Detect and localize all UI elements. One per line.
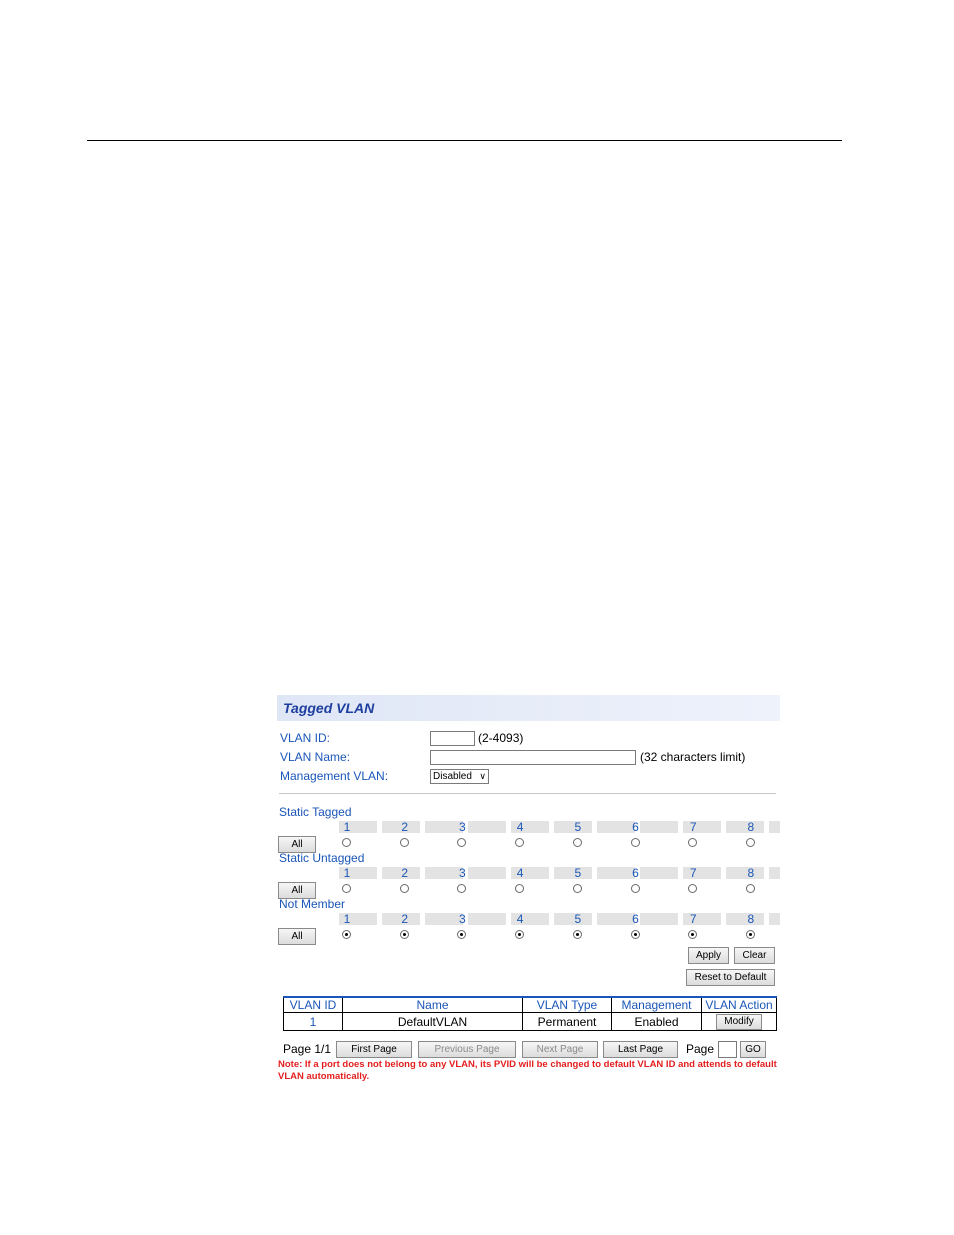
next-page-button[interactable]: Next Page [522, 1041, 598, 1058]
port-radio[interactable] [688, 884, 697, 893]
port-number: 1 [343, 912, 351, 926]
port-number: 3 [459, 820, 466, 834]
col-vlan-action: VLAN Action [702, 997, 777, 1013]
port-radio[interactable] [457, 930, 466, 939]
port-number: 2 [401, 820, 409, 834]
section-label: Not Member [279, 897, 346, 911]
vlan-id-hint: (2-4093) [478, 731, 524, 745]
port-radio[interactable] [515, 930, 524, 939]
port-number: 2 [401, 866, 409, 880]
page-jump-input[interactable] [718, 1041, 737, 1058]
vlan-name-label: VLAN Name: [280, 750, 351, 764]
port-radio[interactable] [746, 930, 755, 939]
port-radio[interactable] [631, 838, 640, 847]
row-vlan-id[interactable]: 1 [284, 1013, 343, 1031]
row-management: Enabled [612, 1013, 702, 1031]
port-number: 8 [747, 820, 755, 834]
port-number: 7 [689, 866, 697, 880]
port-radio[interactable] [400, 838, 409, 847]
port-radio[interactable] [400, 930, 409, 939]
section-label: Static Untagged [279, 851, 365, 865]
previous-page-button[interactable]: Previous Page [418, 1041, 516, 1058]
port-radio[interactable] [400, 884, 409, 893]
port-radio[interactable] [746, 838, 755, 847]
port-number: 5 [574, 820, 582, 834]
vlan-table-header-row [284, 997, 777, 1013]
form-divider [279, 793, 776, 794]
col-vlan-type: VLAN Type [523, 997, 612, 1013]
vlan-id-input[interactable] [430, 731, 475, 746]
clear-button[interactable]: Clear [734, 947, 775, 964]
port-number: 6 [632, 866, 639, 880]
first-page-button[interactable]: First Page [336, 1041, 412, 1058]
port-radio[interactable] [342, 884, 351, 893]
management-vlan-select[interactable] [430, 769, 489, 784]
vlan-name-input[interactable] [430, 750, 636, 765]
port-number: 5 [574, 866, 582, 880]
select-all-button[interactable]: All [278, 928, 316, 945]
port-radio[interactable] [457, 838, 466, 847]
port-radio[interactable] [515, 838, 524, 847]
col-vlan-id: VLAN ID [284, 997, 343, 1013]
pvid-note: Note: If a port does not belong to any VLAN, its PVID will be changed to default VLAN ID and attends to default VLAN automatically. [278, 1059, 777, 1082]
last-page-button[interactable]: Last Page [603, 1041, 678, 1058]
port-radio[interactable] [573, 884, 582, 893]
port-number: 8 [747, 866, 755, 880]
port-radio[interactable] [342, 838, 351, 847]
port-number: 1 [343, 866, 351, 880]
vlan-table [283, 996, 777, 1031]
row-vlan-type: Permanent [523, 1013, 612, 1031]
modify-button[interactable]: Modify [716, 1014, 762, 1030]
port-radio[interactable] [688, 838, 697, 847]
port-number: 5 [574, 912, 582, 926]
tagged-vlan-panel [277, 693, 780, 1093]
reset-to-default-button[interactable]: Reset to Default [686, 969, 775, 986]
port-radio[interactable] [573, 838, 582, 847]
panel-title: Tagged VLAN [277, 695, 780, 721]
chevron-down-icon: ∨ [479, 771, 486, 781]
port-radio[interactable] [342, 930, 351, 939]
page-status: Page 1/1 [283, 1042, 332, 1056]
port-number: 8 [747, 912, 755, 926]
port-radio[interactable] [631, 930, 640, 939]
port-number: 7 [689, 820, 697, 834]
port-radio[interactable] [515, 884, 524, 893]
port-radio[interactable] [573, 930, 582, 939]
management-vlan-label: Management VLAN: [280, 769, 389, 783]
port-number: 4 [516, 866, 524, 880]
select-all-button[interactable]: All [278, 882, 316, 899]
port-number: 2 [401, 912, 409, 926]
port-number: 6 [632, 820, 639, 834]
port-number: 4 [516, 912, 524, 926]
page-jump-label: Page [686, 1042, 715, 1056]
port-number: 4 [516, 820, 524, 834]
port-number: 3 [459, 912, 466, 926]
col-management: Management [612, 997, 702, 1013]
port-number: 1 [343, 820, 351, 834]
port-radio[interactable] [457, 884, 466, 893]
port-radio[interactable] [746, 884, 755, 893]
apply-button[interactable]: Apply [688, 947, 729, 964]
table-row [284, 1013, 777, 1031]
col-name: Name [343, 997, 523, 1013]
port-radio[interactable] [631, 884, 640, 893]
row-action-cell [702, 1013, 777, 1031]
port-number: 3 [459, 866, 466, 880]
section-label: Static Tagged [279, 805, 352, 819]
port-number: 6 [632, 912, 639, 926]
row-name: DefaultVLAN [343, 1013, 523, 1031]
vlan-name-hint: (32 characters limit) [640, 750, 746, 764]
port-number: 7 [689, 912, 697, 926]
port-radio[interactable] [688, 930, 697, 939]
go-button[interactable]: GO [740, 1041, 766, 1058]
page-top-rule [87, 140, 842, 141]
vlan-id-label: VLAN ID: [280, 731, 331, 745]
management-vlan-selected: Disabled [433, 771, 472, 782]
select-all-button[interactable]: All [278, 836, 316, 853]
